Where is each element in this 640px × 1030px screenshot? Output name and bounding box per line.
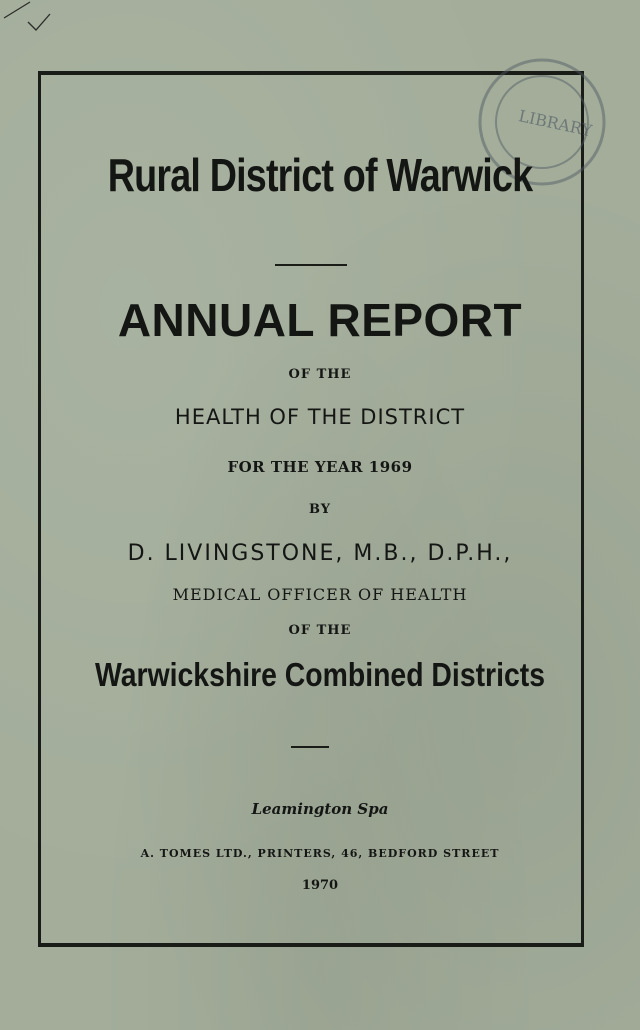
author-name: D. LIVINGSTONE, M.B., D.P.H., — [127, 541, 513, 566]
pencil-mark-icon — [0, 0, 70, 40]
divider-bottom — [291, 746, 329, 748]
by-label: BY — [308, 502, 332, 517]
of-the-label: OF THE — [288, 367, 352, 382]
report-year: FOR THE YEAR 1969 — [227, 458, 413, 476]
publication-year: 1970 — [301, 878, 339, 893]
district-title: Rural District of Warwick — [107, 149, 533, 201]
authority-name: Warwickshire Combined Districts — [95, 656, 545, 693]
of-the-label-2: OF THE — [288, 623, 352, 638]
stamp-text: LIBRARY — [516, 106, 594, 141]
author-position: MEDICAL OFFICER OF HEALTH — [172, 585, 468, 604]
report-title: ANNUAL REPORT — [117, 294, 523, 346]
divider-top — [275, 264, 347, 266]
report-subject: HEALTH OF THE DISTRICT — [174, 405, 466, 429]
printer-line: A. TOMES LTD., PRINTERS, 46, BEDFORD STREET — [140, 847, 500, 860]
publication-town: Leamington Spa — [251, 800, 389, 818]
